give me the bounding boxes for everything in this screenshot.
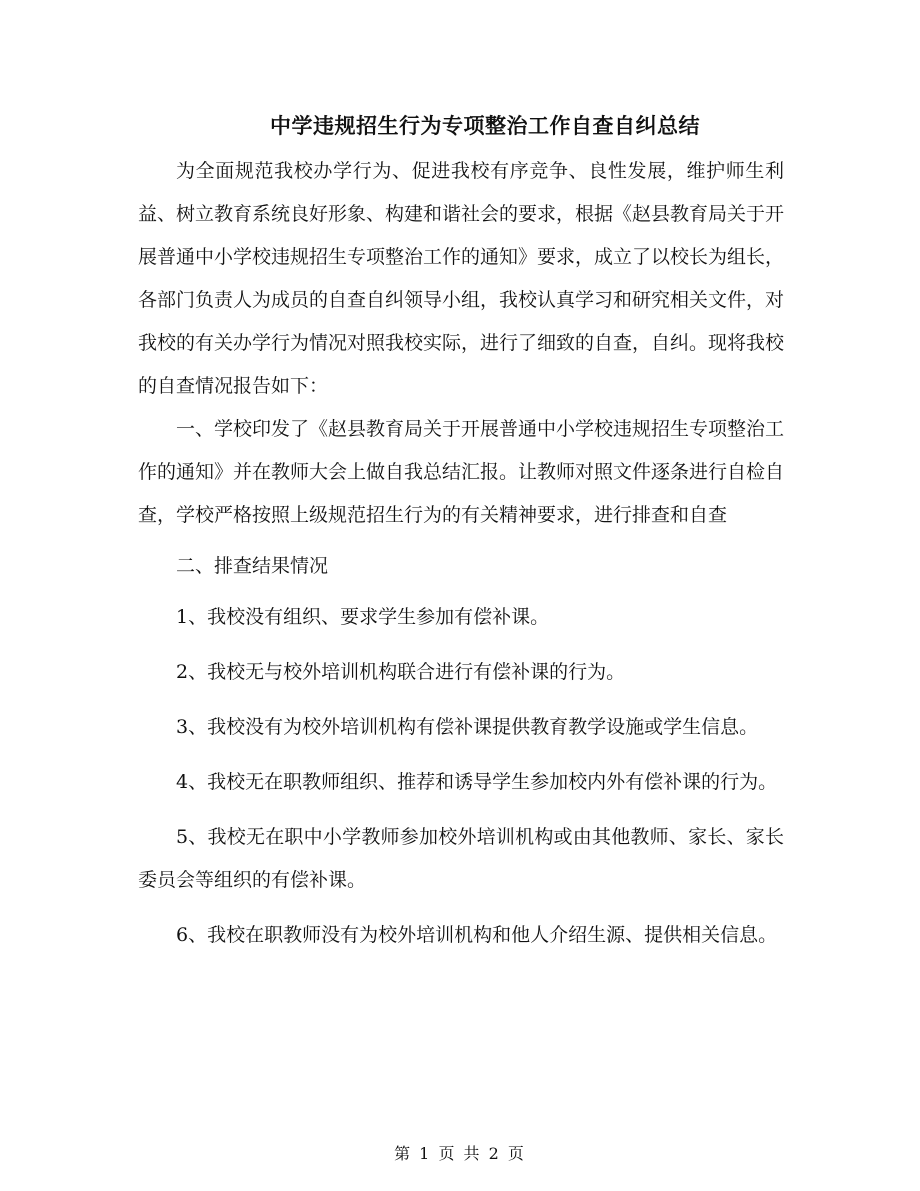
intro-paragraph: 为全面规范我校办学行为、促进我校有序竞争、良性发展，维护师生利益、树立教育系统良好形象、构建和谐社会的要求，根据《赵县教育局关于开展普通中小学校违规招生专项整治工作的通知》要求，成立了以校长为组长，各部门负责人为成员的自查自纠领导小组，我校认真学习和研究相关文件，对我校的有关办学行为情况对照我校实际，进行了细致的自查，自纠。现将我校的自查情况报告如下： <box>138 160 785 397</box>
finding-item-1: 1、我校没有组织、要求学生参加有偿补课。 <box>176 606 550 628</box>
finding-item-5: 5、我校无在职中小学教师参加校外培训机构或由其他教师、家长、家长委员会等组织的有偿补课。 <box>138 826 784 891</box>
finding-item-2: 2、我校无与校外培训机构联合进行有偿补课的行为。 <box>176 661 626 683</box>
page-number-footer: 第 1 页 共 2 页 <box>394 1144 526 1163</box>
document-title: 中学违规招生行为专项整治工作自查自纠总结 <box>270 114 700 138</box>
section-two-heading: 二、排查结果情况 <box>176 555 329 577</box>
section-one-paragraph: 一、学校印发了《赵县教育局关于开展普通中小学校违规招生专项整治工作的通知》并在教师大会上做自我总结汇报。让教师对照文件逐条进行自检自查，学校严格按照上级规范招生行为的有关精神要求，进行排查和自查 <box>138 418 785 526</box>
finding-item-3: 3、我校没有为校外培训机构有偿补课提供教育教学设施或学生信息。 <box>176 716 759 738</box>
finding-item-6: 6、我校在职教师没有为校外培训机构和他人介绍生源、提供相关信息。 <box>176 924 778 946</box>
finding-item-4: 4、我校无在职教师组织、推荐和诱导学生参加校内外有偿补课的行为。 <box>176 771 778 793</box>
document-body <box>138 150 784 957</box>
